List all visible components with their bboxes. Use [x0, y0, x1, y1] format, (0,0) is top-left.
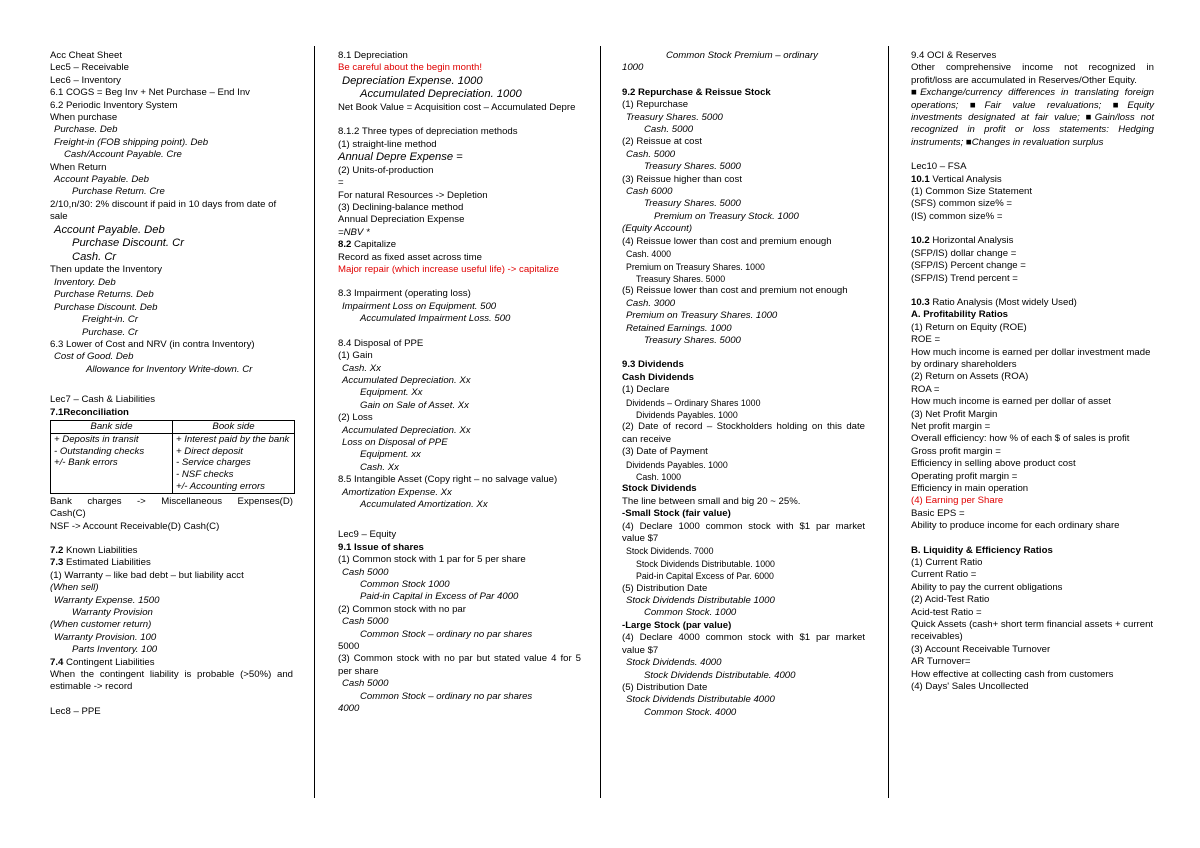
section-heading: 7.2 Known Liabilities [50, 544, 138, 556]
text-line: (4) Earning per Share [911, 495, 1004, 507]
journal-entry: Treasury Shares. 5000 [644, 334, 741, 346]
journal-entry: Inventory. Deb [54, 276, 116, 288]
journal-entry: Common Stock Premium – ordinary [666, 50, 818, 61]
text-line: (2) Return on Assets (ROA) [911, 371, 1029, 383]
book-side-cell [173, 433, 295, 493]
column-divider-3 [888, 46, 889, 798]
text-line: (1) Common stock with 1 par for 5 per share [338, 554, 526, 566]
book-item: +/- Accounting errors [176, 480, 265, 492]
book-item: - NSF checks [176, 469, 234, 481]
text-line: When Return [50, 161, 107, 173]
journal-entry: Accumulated Depreciation. Xx [342, 424, 471, 436]
text-line: (3) Common stock with no par but stated value 4 for 5 per share [338, 653, 581, 677]
column-2 [338, 50, 581, 715]
journal-entry: Dividends Payables. 1000 [636, 409, 738, 420]
section-heading: 7.3 Estimated Liabilities [50, 557, 151, 569]
section-heading: 10.3 Ratio Analysis (Most widely Used) [911, 296, 1077, 308]
book-side-header: Book side [173, 420, 295, 433]
journal-entry: Cash. 1000 [636, 472, 681, 482]
formula: = [338, 177, 344, 189]
book-item: + Direct deposit [176, 445, 243, 457]
journal-entry: Purchase Return. Cre [72, 186, 165, 198]
text-line: When purchase [50, 112, 118, 124]
journal-entry: Amortization Expense. Xx [342, 486, 452, 498]
formula: ROE = [911, 334, 941, 346]
text-line: ■Exchange/currency differences in translating foreign operations; ■Fair value revaluations; ■Equity investments designated at fair value; ■Gain/loss not recognized in profit or loss statements: Hedging instruments; ■Changes in revaluation surplus [911, 87, 1154, 148]
journal-entry: Cash. 4000 [626, 249, 671, 260]
formula: Annual Depre Expense = [338, 151, 463, 164]
formula: Gross profit margin = [911, 445, 1001, 457]
text-line: (When sell) [50, 582, 99, 594]
journal-entry: Purchase. Cr [82, 326, 138, 338]
lec9-heading: Lec9 – Equity [338, 529, 397, 541]
text-line: (2) Reissue at cost [622, 136, 702, 148]
bank-side-header: Bank side [51, 420, 173, 433]
warning-note: Be careful about the begin month! [338, 62, 483, 74]
cogs-formula: 6.1 COGS = Beg Inv + Net Purchase – End Inv [50, 87, 250, 99]
section-heading: 10.1 Vertical Analysis [911, 173, 1002, 185]
text-line: (2) Loss [338, 412, 373, 424]
text-line: Record as fixed asset across time [338, 251, 482, 263]
text-line: (5) Reissue lower than cost and premium not enough [622, 285, 848, 297]
journal-entry: Common Stock. 4000 [644, 706, 737, 718]
section-heading: 8.1 Depreciation [338, 50, 408, 61]
journal-entry: Paid-in Capital in Excess of Par 4000 [360, 591, 519, 603]
formula: Net profit margin = [911, 420, 991, 432]
journal-entry: Stock Dividends Distributable 1000 [626, 595, 775, 607]
journal-entry: Stock Dividends Distributable. 1000 [636, 558, 775, 569]
text-line: Net Book Value = Acquisition cost – Accumulated Depre [338, 102, 576, 113]
sub-heading: Stock Dividends [622, 483, 697, 495]
journal-entry: Purchase Returns. Deb [54, 289, 154, 301]
section-heading: 8.2 Capitalize [338, 239, 397, 251]
section-heading: 9.2 Repurchase & Reissue Stock [622, 86, 771, 98]
journal-entry: Equipment. Xx [360, 387, 423, 399]
text-line: (1) Return on Equity (ROE) [911, 321, 1027, 333]
text-line: (4) Days' Sales Uncollected [911, 681, 1029, 693]
journal-entry: Cash 5000 [342, 616, 389, 628]
journal-entry: Gain on Sale of Asset. Xx [360, 399, 469, 411]
text-line: Then update the Inventory [50, 264, 163, 276]
journal-entry: Freight-in. Cr [82, 314, 138, 326]
journal-entry: Treasury Shares. 5000 [636, 273, 726, 284]
text-line: 6.3 Lower of Cost and NRV (in contra Inventory) [50, 338, 255, 350]
text-line: (1) Warranty – like bad debt – but liability acct [50, 569, 244, 581]
text-line: Ability to produce income for each ordinary share [911, 520, 1120, 532]
text-line: Overall efficiency: how % of each $ of sales is profit [911, 433, 1130, 445]
column-divider-1 [314, 46, 315, 798]
journal-entry: Depreciation Expense. 1000 [342, 74, 483, 87]
book-item: - Service charges [176, 457, 251, 469]
section-heading: 10.2 Horizontal Analysis [911, 235, 1014, 247]
journal-entry: Loss on Disposal of PPE [342, 436, 448, 448]
journal-entry: Allowance for Inventory Write-down. Cr [86, 363, 253, 375]
text-line: (3) Reissue higher than cost [622, 173, 742, 185]
text-line: How much income is earned per dollar investment made by ordinary shareholders [911, 346, 1151, 370]
journal-entry: Cash 5000 [342, 678, 389, 690]
journal-entry: Cash. Xx [360, 461, 399, 473]
lec10-heading: Lec10 – FSA [911, 161, 967, 173]
journal-entry: Account Payable. Deb [54, 174, 149, 186]
journal-entry: Purchase. Deb [54, 124, 118, 136]
formula: Basic EPS = [911, 507, 965, 519]
journal-entry: Stock Dividends. 7000 [626, 546, 714, 557]
journal-entry: Cash 5000 [342, 566, 389, 578]
journal-entry: Premium on Treasury Shares. 1000 [626, 261, 765, 272]
text-line: Efficiency in main operation [911, 483, 1029, 494]
journal-entry: Accumulated Depreciation. Xx [342, 374, 471, 386]
journal-entry: Purchase Discount. Deb [54, 301, 158, 313]
text-line: (4) Declare 4000 common stock with $1 par market value $7 [622, 632, 865, 656]
text-line: Cash(C) [50, 508, 86, 520]
text-line: (1) Current Ratio [911, 557, 983, 569]
bank-side-cell [51, 433, 173, 493]
journal-entry: Cash. 5000 [626, 148, 676, 160]
sub-heading: -Large Stock (par value) [622, 619, 732, 631]
text-line: Bank charges -> Miscellaneous Expenses(D) [50, 495, 293, 507]
text-line: (1) Declare [622, 384, 670, 396]
section-heading: 8.5 Intangible Asset (Copy right – no salvage value) [338, 474, 558, 486]
text-line: (1) Common Size Statement [911, 186, 1033, 198]
text-line: (3) Date of Payment [622, 446, 708, 458]
text-line: Quick Assets (cash+ short term financial assets + current receivables) [911, 619, 1154, 643]
formula: Current Ratio = [911, 569, 977, 581]
text-line: (2) Date of record – Stockholders holding on this date can receive [622, 421, 865, 445]
text-line: (1) straight-line method [338, 138, 437, 150]
journal-entry: Premium on Treasury Stock. 1000 [654, 210, 799, 222]
journal-entry: Dividends Payables. 1000 [626, 459, 728, 470]
formula: (SFS) common size% = [911, 198, 1013, 210]
text-line: (When customer return) [50, 619, 152, 631]
journal-entry: Account Payable. Deb [54, 223, 165, 236]
journal-entry: Accumulated Amortization. Xx [360, 498, 488, 510]
journal-entry: Purchase Discount. Cr [72, 237, 184, 250]
journal-entry: Cash. Xx [342, 362, 381, 374]
text-line: Efficiency in selling above product cost [911, 458, 1076, 470]
lec6-heading: Lec6 – Inventory [50, 74, 121, 86]
text-line: (Equity Account) [622, 223, 693, 235]
journal-entry: Stock Dividends. 4000 [626, 657, 722, 669]
sub-heading: -Small Stock (fair value) [622, 508, 731, 520]
book-item: + Interest paid by the bank [176, 433, 290, 445]
text-line: (2) Units-of-production [338, 164, 434, 176]
text-line: How effective at collecting cash from customers [911, 668, 1114, 680]
text-line: Ability to pay the current obligations [911, 581, 1063, 593]
text-line: NSF -> Account Receivable(D) Cash(C) [50, 520, 220, 532]
sheet-title: Acc Cheat Sheet [50, 50, 122, 61]
text-line: (3) Account Receivable Turnover [911, 643, 1051, 655]
journal-entry: Warranty Expense. 1500 [54, 594, 160, 606]
journal-entry: Accumulated Impairment Loss. 500 [360, 313, 511, 325]
journal-entry: Cash. 3000 [626, 297, 676, 309]
journal-entry: Warranty Provision. 100 [54, 631, 157, 643]
section-heading: 9.4 OCI & Reserves [911, 50, 997, 61]
text-line: (4) Reissue lower than cost and premium enough [622, 235, 832, 247]
section-heading: 9.3 Dividends [622, 359, 684, 371]
text-line: How much income is earned per dollar of asset [911, 396, 1111, 408]
periodic-inventory: 6.2 Periodic Inventory System [50, 99, 178, 111]
journal-entry: Treasury Shares. 5000 [644, 198, 741, 210]
journal-amount: 1000 [622, 62, 644, 74]
journal-entry: Cash/Account Payable. Cre [64, 149, 182, 161]
journal-amount: 5000 [338, 641, 360, 653]
text-line: (1) Gain [338, 350, 373, 362]
text-line: (2) Acid-Test Ratio [911, 594, 990, 606]
section-heading: 8.4 Disposal of PPE [338, 337, 424, 349]
journal-entry: Dividends – Ordinary Shares 1000 [626, 397, 761, 408]
text-line: (3) Declining-balance method [338, 202, 464, 214]
section-heading: 7.1Reconciliation [50, 406, 129, 418]
text-line: Other comprehensive income not recognized in profit/loss are accumulated in Reserves/Other Equity. [911, 62, 1154, 86]
formula: Acid-test Ratio = [911, 606, 982, 618]
formula: (IS) common size% = [911, 210, 1003, 222]
warning-note: Major repair (which increase useful life) -> capitalize [338, 264, 560, 276]
column-divider-2 [600, 46, 601, 798]
lec5-heading: Lec5 – Receivable [50, 62, 129, 74]
column-4 [911, 50, 1154, 694]
journal-entry: Common Stock – ordinary no par shares [360, 690, 533, 702]
bank-item: + Deposits in transit [54, 433, 139, 445]
section-heading: 7.4 Contingent Liabilities [50, 656, 155, 668]
section-heading: 8.1.2 Three types of depreciation methods [338, 126, 518, 138]
text-line: When the contingent liability is probable (>50%) and estimable -> record [50, 669, 293, 693]
text-line: (5) Distribution Date [622, 681, 708, 693]
formula: ROA = [911, 383, 940, 395]
formula: (SFP/IS) dollar change = [911, 247, 1017, 259]
lec8-heading: Lec8 – PPE [50, 705, 101, 717]
reconciliation-table [50, 420, 295, 494]
sub-heading: Cash Dividends [622, 371, 694, 383]
journal-entry: Stock Dividends Distributable 4000 [626, 694, 775, 706]
journal-entry: Paid-in Capital Excess of Par. 6000 [636, 571, 774, 582]
journal-entry: Common Stock. 1000 [644, 607, 737, 619]
text-line: (1) Repurchase [622, 99, 689, 111]
journal-entry: Accumulated Depreciation. 1000 [360, 88, 522, 101]
section-heading: 8.3 Impairment (operating loss) [338, 288, 471, 300]
lec7-heading: Lec7 – Cash & Liabilities [50, 394, 156, 406]
journal-entry: Premium on Treasury Shares. 1000 [626, 310, 778, 322]
column-1 [50, 50, 293, 718]
journal-entry: Cash. 5000 [644, 124, 694, 136]
formula: =NBV * [338, 226, 370, 238]
journal-entry: Parts Inventory. 100 [72, 644, 158, 656]
section-heading: 9.1 Issue of shares [338, 541, 424, 553]
text-line: For natural Resources -> Depletion [338, 189, 488, 201]
journal-entry: Stock Dividends Distributable. 4000 [644, 669, 796, 681]
journal-entry: Cash. Cr [72, 250, 117, 263]
journal-entry: Freight-in (FOB shipping point). Deb [54, 136, 209, 148]
journal-entry: Retained Earnings. 1000 [626, 322, 732, 334]
journal-entry: Cost of Good. Deb [54, 351, 134, 363]
journal-amount: 4000 [338, 703, 360, 715]
text-line: 2/10,n/30: 2% discount if paid in 10 days from date of sale [50, 198, 277, 223]
bank-item: - Outstanding checks [54, 445, 145, 457]
text-line: Annual Depreciation Expense [338, 214, 465, 226]
bank-item: +/- Bank errors [54, 457, 118, 469]
sub-heading: B. Liquidity & Efficiency Ratios [911, 544, 1053, 556]
journal-entry: Common Stock – ordinary no par shares [360, 628, 533, 640]
text-line: (5) Distribution Date [622, 582, 708, 594]
sub-heading: A. Profitability Ratios [911, 309, 1009, 321]
text-line: The line between small and big 20 ~ 25%. [622, 495, 801, 507]
formula: Operating profit margin = [911, 470, 1018, 482]
formula: (SFP/IS) Trend percent = [911, 272, 1018, 284]
text-line: (3) Net Profit Margin [911, 408, 998, 420]
journal-entry: Treasury Shares. 5000 [626, 111, 723, 123]
text-line: (4) Declare 1000 common stock with $1 par market value $7 [622, 520, 865, 545]
formula: (SFP/IS) Percent change = [911, 260, 1026, 272]
journal-entry: Impairment Loss on Equipment. 500 [342, 300, 497, 312]
journal-entry: Treasury Shares. 5000 [644, 161, 741, 173]
journal-entry: Cash 6000 [626, 186, 673, 198]
column-3 [622, 50, 865, 719]
journal-entry: Common Stock 1000 [360, 579, 450, 590]
text-line: (2) Common stock with no par [338, 603, 466, 615]
journal-entry: Equipment. xx [360, 449, 421, 461]
formula: AR Turnover= [911, 656, 971, 668]
journal-entry: Warranty Provision [72, 606, 153, 618]
